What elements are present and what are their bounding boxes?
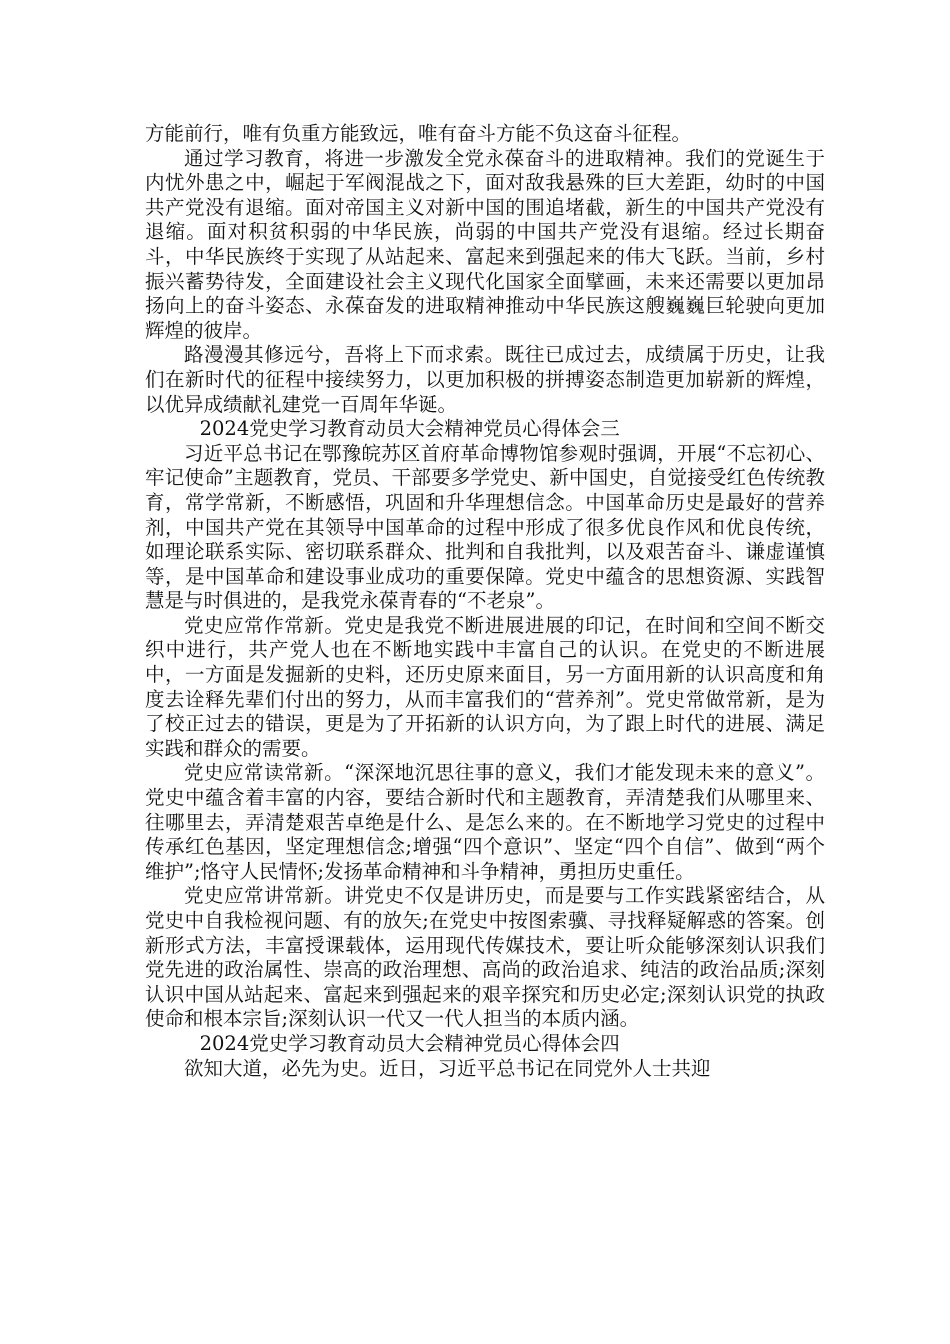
paragraph-body: 党史应常读常新。“深深地沉思往事的意义，我们才能发现未来的意义”。党史中蕴含着丰富的内容，要结合新时代和主题教育，弄清楚我们从哪里来、往哪里去，弄清楚艰苦卓绝是什么、是怎么来的。在不断地学习党史的过程中传承红色基因，坚定理想信念;增强“四个意识”、坚定“四个自信”、做到“两个维护”;恪守人民情怀;发扬革命精神和斗争精神，勇担历史重任。 [145,761,825,883]
paragraph-body: 党史应常讲常新。讲党史不仅是讲历史，而是要与工作实践紧密结合，从党史中自我检视问题、有的放矢;在党史中按图索骥、寻找释疑解惑的答案。创新形式方法，丰富授课载体，运用现代传媒技术，要让听众能够深刻认识我们党先进的政治属性、崇高的政治理想、高尚的政治追求、纯洁的政治品质;深刻认识中国从站起来、富起来到强起来的艰辛探究和历史必定;深刻认识党的执政使命和根本宗旨;深刻认识一代又一代人担当的本质内涵。 [145,884,825,1031]
section-heading: 2024党史学习教育动员大会精神党员心得体会四 [199,1031,620,1055]
paragraph-body: 党史应常作常新。党史是我党不断进展进展的印记，在时间和空间不断交织中进行，共产党人也在不断地实践中丰富自己的认识。在党史的不断进展中，一方面是发掘新的史料，还历史原来面目，另一方面用新的认识高度和角度去诠释先辈们付出的努力，从而丰富我们的“营养剂”。党史常做常新，是为了校正过去的错误，更是为了开拓新的认识方向，为了跟上时代的进展、满足实践和群众的需要。 [145,613,825,760]
paragraph-body: 习近平总书记在鄂豫皖苏区首府革命博物馆参观时强调，开展“不忘初心、牢记使命”主题教育，党员、干部要多学党史、新中国史，自觉接受红色传统教育，常学常新，不断感悟，巩固和升华理想信念。中国革命历史是最好的营养剂，中国共产党在其领导中国革命的过程中形成了很多优良作风和优良传统，如理论联系实际、密切联系群众、批判和自我批判，以及艰苦奋斗、谦虚谨慎等，是中国革命和建设事业成功的重要保障。党史中蕴含的思想资源、实践智慧是与时俱进的，是我党永葆青春的“不老泉”。 [145,441,825,613]
paragraph-body: 路漫漫其修远兮，吾将上下而求索。既往已成过去，成绩属于历史，让我们在新时代的征程中接续努力，以更加积极的拼搏姿态制造更加崭新的辉煌，以优异成绩献礼建党一百周年华诞。 [145,343,825,416]
paragraph-body: 通过学习教育，将进一步激发全党永葆奋斗的进取精神。我们的党诞生于内忧外患之中，崛起于军阀混战之下，面对敌我悬殊的巨大差距，幼时的中国共产党没有退缩。面对帝国主义对新中国的围追堵截，新生的中国共产党没有退缩。面对积贫积弱的中华民族，尚弱的中国共产党没有退缩。经过长期奋斗，中华民族终于实现了从站起来、富起来到强起来的伟大飞跃。当前，乡村振兴蓄势待发，全面建设社会主义现代化国家全面擘画，未来还需要以更加昂扬向上的奋斗姿态、永葆奋发的进取精神推动中华民族这艘巍巍巨轮驶向更加辉煌的彼岸。 [145,146,825,342]
section-heading: 2024党史学习教育动员大会精神党员心得体会三 [199,417,620,441]
document-page [145,122,825,1081]
paragraph-continuation: 方能前行，唯有负重方能致远，唯有奋斗方能不负这奋斗征程。 [145,122,692,145]
paragraph-body: 欲知大道，必先为史。近日，习近平总书记在同党外人士共迎 [184,1056,711,1080]
